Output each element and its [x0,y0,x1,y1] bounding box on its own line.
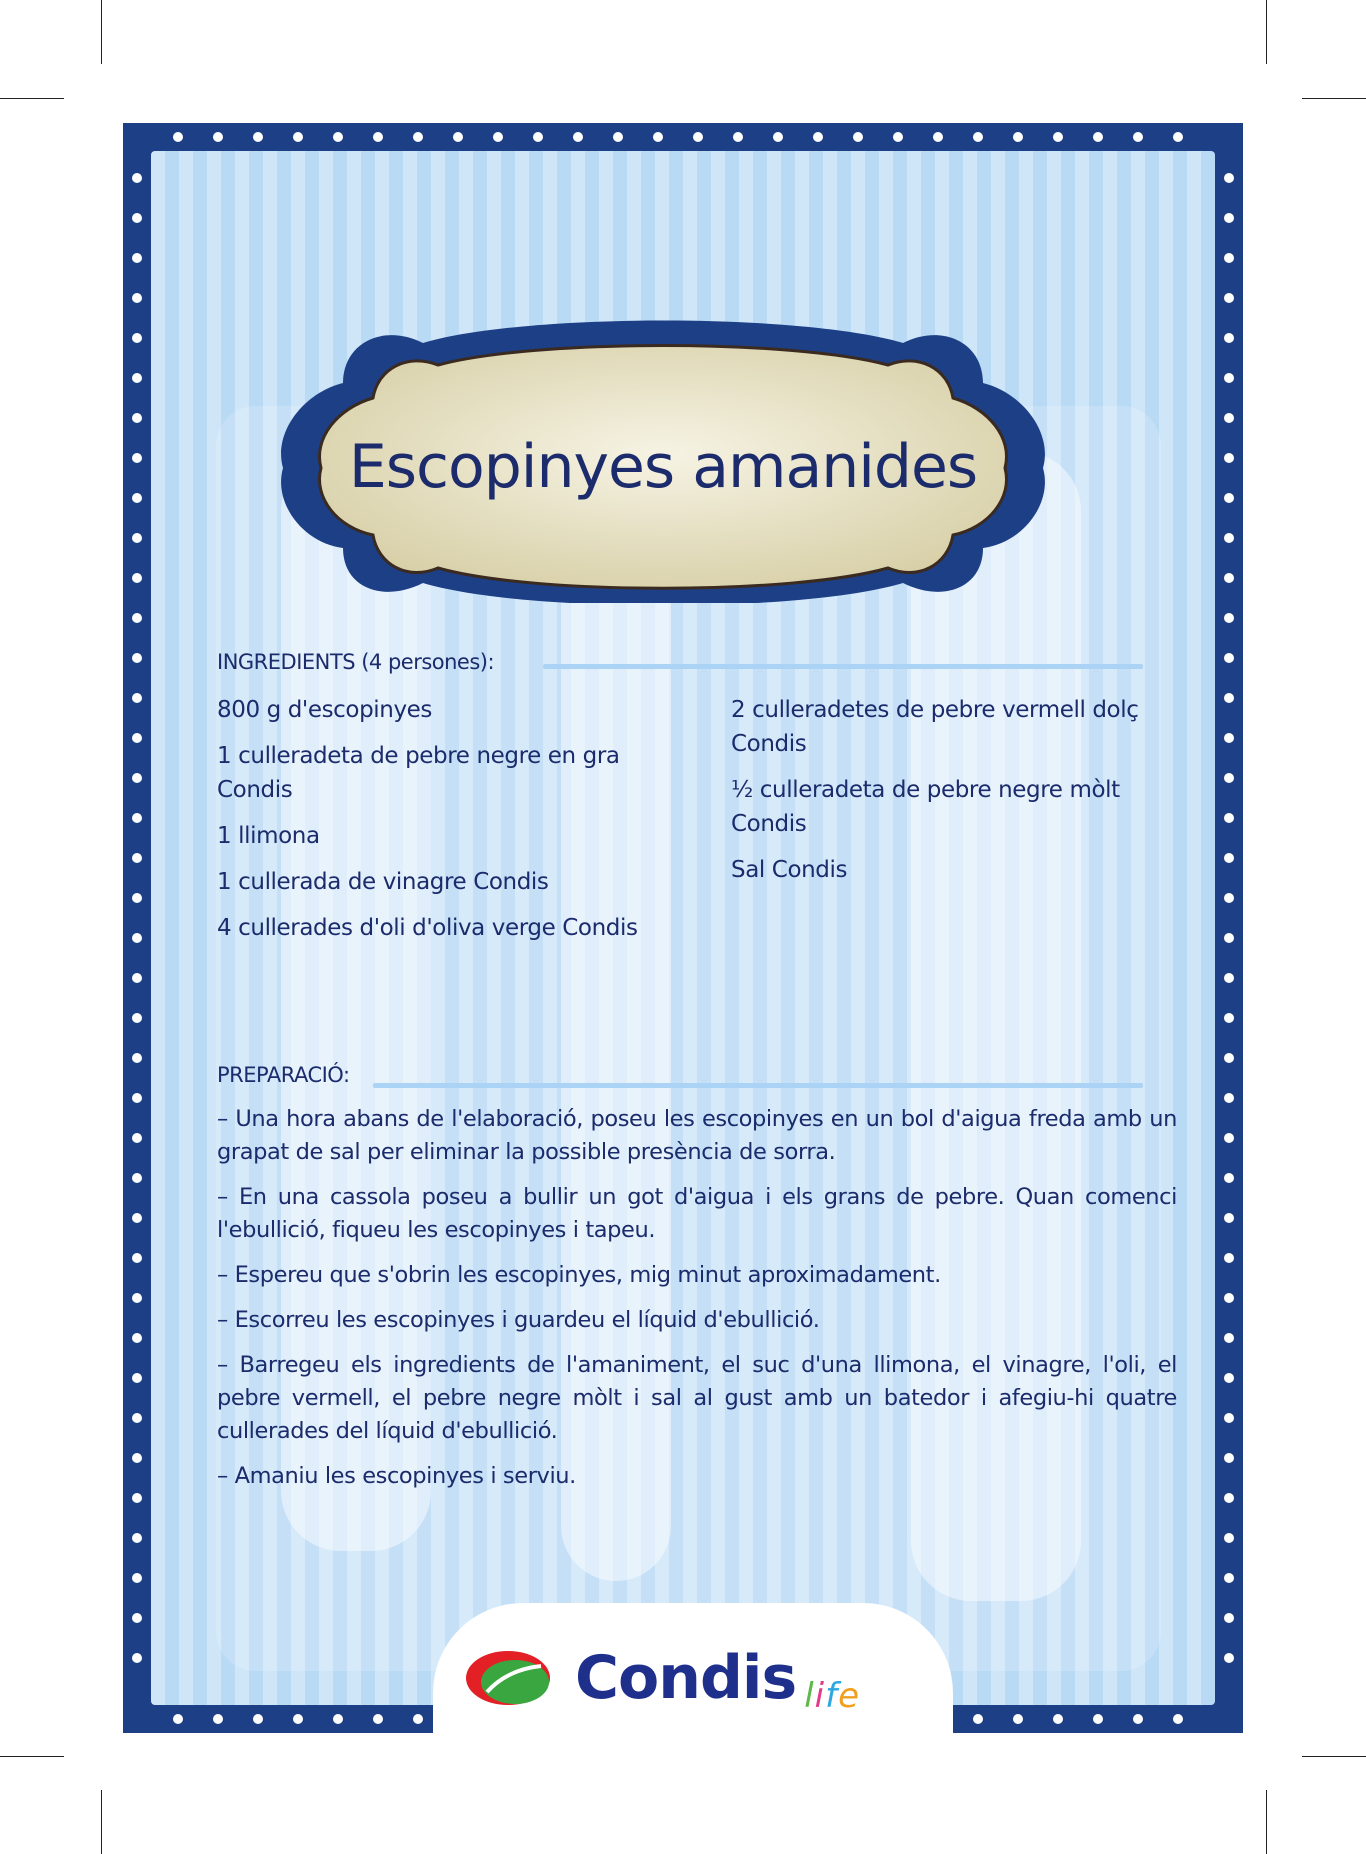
border-dot [1224,813,1234,823]
border-dot [373,132,383,142]
border-dot [132,1293,142,1303]
border-dot [1224,1653,1234,1663]
crop-mark [0,98,64,99]
crop-mark [1266,0,1267,64]
page-title: Escopinyes amanides [348,432,978,502]
preparation-step: – Escorreu les escopinyes i guardeu el líquid d'ebullició. [217,1307,820,1333]
border-dot [1224,1253,1234,1263]
border-dot [1224,1333,1234,1343]
border-dot [1224,1053,1234,1063]
border-dot [1224,773,1234,783]
ingredients-left-list [217,693,667,957]
border-dot [1224,213,1234,223]
border-dot [1053,132,1063,142]
crop-mark [0,1756,64,1757]
preparation-step: – Barregeu els ingredients de l'amaniment, el suc d'una llimona, el vinagre, l'oli, el pebre vermell, el pebre negre mòlt i sal al gust amb un batedor i afegiu-hi quatre cullerades del líquid d'ebullició. [217,1352,1177,1444]
border-dot [173,1714,183,1724]
border-dot [533,132,543,142]
border-dot [333,1714,343,1724]
condis-leaf-icon [463,1648,553,1708]
ingredient-item: 2 culleradetes de pebre vermell dolç Condis [731,697,1139,757]
border-dot [1224,1493,1234,1503]
ingredient-item: 1 culleradeta de pebre negre en gra Condis [217,743,620,803]
border-dot [1173,132,1183,142]
border-dot [132,453,142,463]
preparation-step: – Amaniu les escopinyes i serviu. [217,1463,576,1489]
border-dot [132,573,142,583]
border-dot [1224,453,1234,463]
border-dot [1224,853,1234,863]
border-dot [173,132,183,142]
border-dot [132,773,142,783]
border-dot [733,132,743,142]
border-dot [653,132,663,142]
ingredient-item: 800 g d'escopinyes [217,697,433,723]
border-dot [132,1453,142,1463]
border-dot [493,132,503,142]
border-dot [1093,1714,1103,1724]
logo-life: life [804,1676,861,1716]
border-dot [132,1213,142,1223]
border-dot [1224,1373,1234,1383]
border-dot [132,1333,142,1343]
condis-life-logo [463,1628,943,1728]
logo-brand: Condis [575,1643,797,1713]
border-dot [132,413,142,423]
border-dot [1224,333,1234,343]
border-dot [1224,1213,1234,1223]
border-dot [1224,1093,1234,1103]
border-dot [1224,533,1234,543]
border-dot [813,132,823,142]
border-dot [132,253,142,263]
border-dot [413,1714,423,1724]
border-dot [1224,1293,1234,1303]
border-dot [132,1653,142,1663]
border-dot [213,132,223,142]
preparation-rule [373,1083,1143,1088]
border-dot [132,693,142,703]
border-dot [613,132,623,142]
border-dot [132,1053,142,1063]
border-dot [1093,132,1103,142]
border-dot [1053,1714,1063,1724]
border-dot [132,1533,142,1543]
border-dot [1224,1013,1234,1023]
border-dot [132,213,142,223]
border-dot [132,173,142,183]
crop-mark [1302,98,1366,99]
border-dot [773,132,783,142]
border-dot [293,1714,303,1724]
border-dot [853,132,863,142]
preparation-step: – Espereu que s'obrin les escopinyes, mig minut aproximadament. [217,1262,941,1288]
ingredient-item: 4 cullerades d'oli d'oliva verge Condis [217,915,638,941]
border-dot [132,853,142,863]
border-dot [1224,1413,1234,1423]
border-dot [132,1093,142,1103]
border-dot [132,893,142,903]
border-dot [132,493,142,503]
border-dot [333,132,343,142]
border-dot [1013,132,1023,142]
border-dot [373,1714,383,1724]
border-dot [132,1133,142,1143]
ingredient-item: 1 cullerada de vinagre Condis [217,869,549,895]
border-dot [893,132,903,142]
border-dot [1224,253,1234,263]
border-dot [933,132,943,142]
preparation-step: – En una cassola poseu a bullir un got d'aigua i els grans de pebre. Quan comenci l'ebullició, fiqueu les escopinyes i tapeu. [217,1184,1177,1243]
border-dot [132,1413,142,1423]
border-dot [1224,573,1234,583]
border-dot [132,933,142,943]
border-dot [132,1173,142,1183]
ingredient-item: Sal Condis [731,857,848,883]
border-dot [132,1373,142,1383]
border-dot [1224,173,1234,183]
border-dot [1224,973,1234,983]
border-dot [132,1613,142,1623]
ingredients-heading: INGREDIENTS (4 persones): [217,650,495,674]
border-dot [1133,132,1143,142]
border-dot [1224,1533,1234,1543]
border-dot [1224,653,1234,663]
border-dot [1173,1714,1183,1724]
border-dot [573,132,583,142]
border-dot [293,132,303,142]
border-dot [453,132,463,142]
border-dot [253,132,263,142]
border-dot [973,132,983,142]
crop-mark [101,0,102,64]
border-dot [132,1573,142,1583]
border-dot [1224,893,1234,903]
border-dot [1224,1173,1234,1183]
border-dot [1133,1714,1143,1724]
border-dot [132,613,142,623]
border-dot [253,1714,263,1724]
border-dot [1224,373,1234,383]
border-dot [1224,1453,1234,1463]
ingredients-rule [543,664,1143,669]
border-dot [132,333,142,343]
ingredients-right-list [731,693,1151,899]
border-dot [1224,933,1234,943]
recipe-card [123,123,1243,1733]
crop-mark [1266,1790,1267,1854]
border-dot [1224,293,1234,303]
border-dot [132,293,142,303]
border-dot [132,373,142,383]
border-dot [1224,733,1234,743]
border-dot [693,132,703,142]
border-dot [132,1493,142,1503]
preparation-step: – Una hora abans de l'elaboració, poseu les escopinyes en un bol d'aigua freda amb un grapat de sal per eliminar la possible presència de sorra. [217,1106,1177,1165]
border-dot [132,813,142,823]
border-dot [973,1714,983,1724]
border-dot [1224,493,1234,503]
crop-mark [1302,1756,1366,1757]
border-dot [1224,1573,1234,1583]
border-dot [132,653,142,663]
border-dot [1224,693,1234,703]
border-dot [132,733,142,743]
ingredient-item: 1 llimona [217,823,320,849]
border-dot [413,132,423,142]
border-dot [132,533,142,543]
border-dot [132,1013,142,1023]
border-dot [1224,413,1234,423]
border-dot [1013,1714,1023,1724]
border-dot [132,1253,142,1263]
ingredient-item: ½ culleradeta de pebre negre mòlt Condis [731,777,1120,837]
preparation-heading: PREPARACIÓ: [217,1063,350,1087]
preparation-steps [217,1103,1177,1505]
border-dot [1224,1613,1234,1623]
title-plaque [263,303,1063,603]
crop-mark [101,1790,102,1854]
border-dot [213,1714,223,1724]
border-dot [1224,1133,1234,1143]
border-dot [132,973,142,983]
border-dot [1224,613,1234,623]
